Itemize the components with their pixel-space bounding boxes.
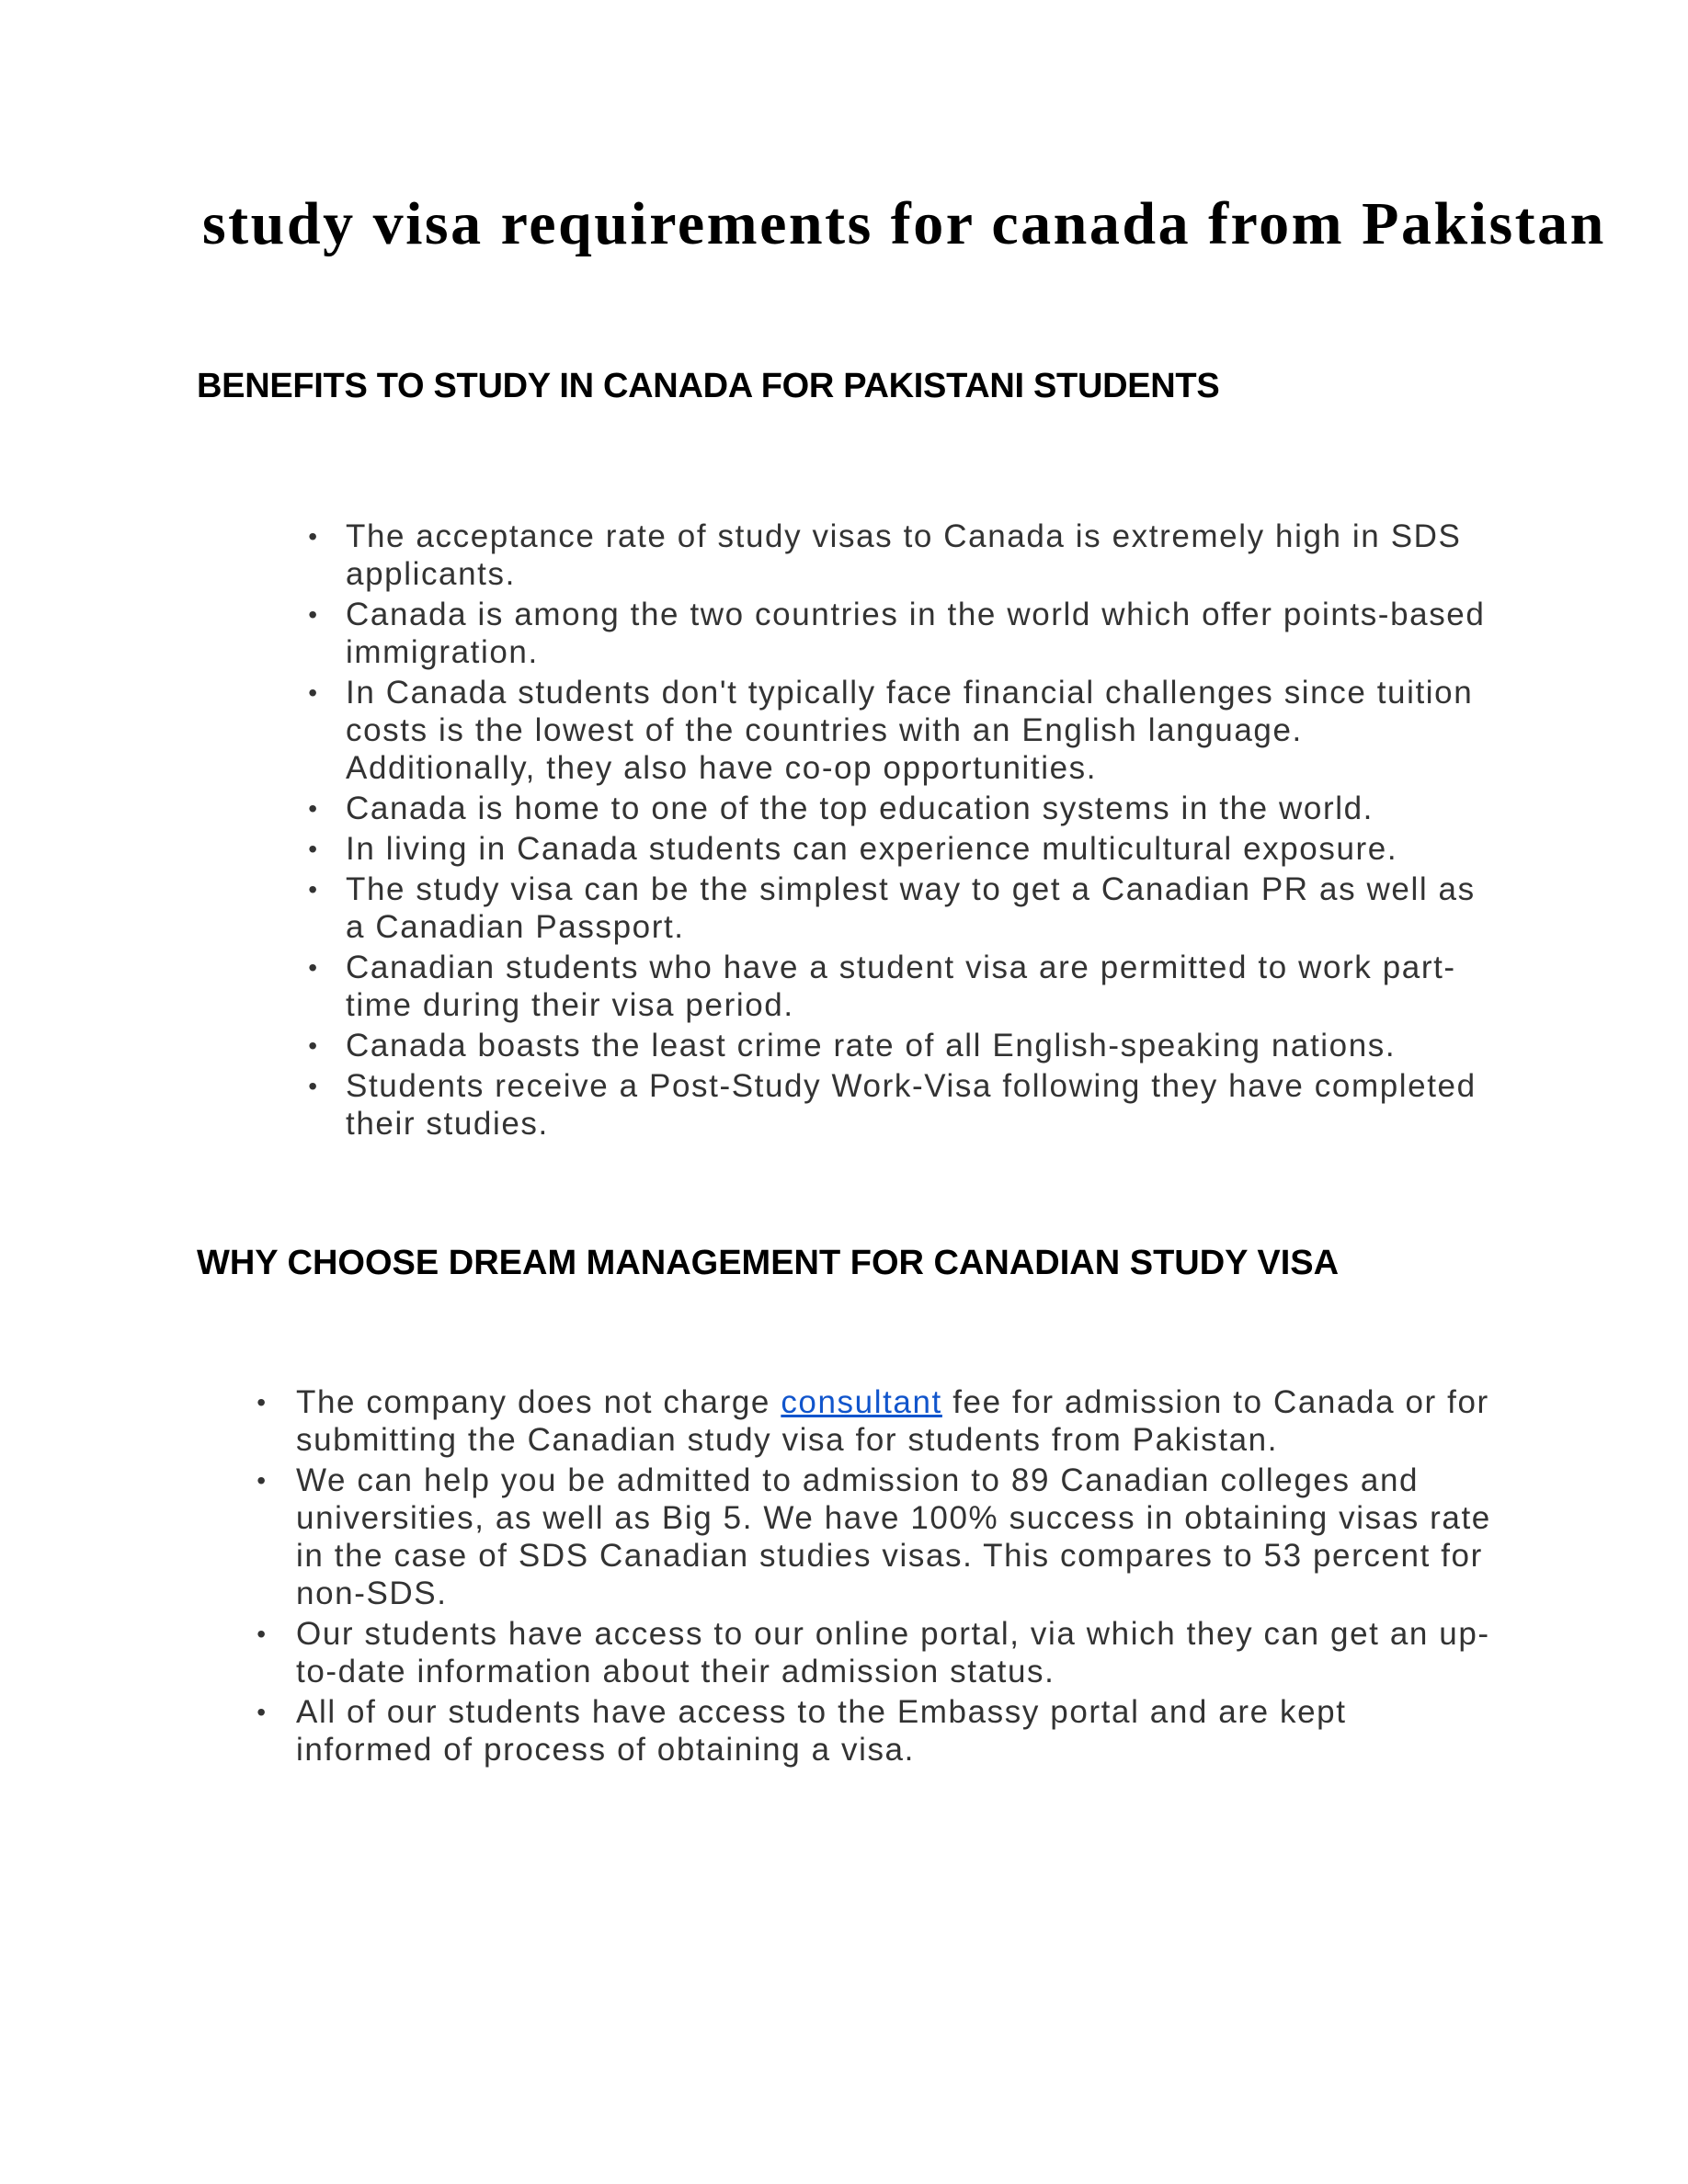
bullet-icon: •: [257, 1698, 268, 1726]
bullet-icon: •: [257, 1466, 268, 1495]
bullet-icon: •: [308, 678, 319, 707]
list-item-text: Canada boasts the least crime rate of all English-speaking nations.: [346, 1028, 1397, 1064]
list-item-text: Students receive a Post-Study Work-Visa following they have completed their studies.: [346, 1068, 1477, 1142]
list-item: [308, 1067, 1486, 1143]
list-item-text: The acceptance rate of study visas to Canada is extremely high in SDS applicants.: [346, 518, 1462, 592]
list-item: [308, 790, 1486, 827]
list-item: [308, 518, 1486, 593]
list-item-text: Canada is among the two countries in the world which offer points-based immigration.: [346, 597, 1486, 670]
list-item: [308, 596, 1486, 671]
bullet-icon: •: [308, 600, 319, 629]
bullet-icon: •: [308, 875, 319, 904]
bullet-icon: •: [308, 953, 319, 982]
list-item-text: All of our students have access to the Embassy portal and are kept informed of process of obtaining a visa.: [296, 1694, 1347, 1768]
list-item-text: Canadian students who have a student visa are permitted to work part-time during their visa period.: [346, 950, 1456, 1023]
bullet-icon: •: [257, 1388, 268, 1416]
list-item-text: Our students have access to our online portal, via which they can get an up-to-date information about their admission status.: [296, 1616, 1490, 1689]
bullet-icon: •: [308, 835, 319, 863]
list-item-text: We can help you be admitted to admission to 89 Canadian colleges and universities, as well as Big 5. We have 100% success in obtaining visas rate in the case of SDS Canadian studies visas. This compares to 53 percent for non-SDS.: [296, 1462, 1491, 1611]
section-heading-benefits: BENEFITS TO STUDY IN CANADA FOR PAKISTANI STUDENTS: [197, 367, 1220, 405]
why-choose-list: [257, 1383, 1491, 1771]
consultant-link[interactable]: consultant: [781, 1384, 942, 1420]
list-item: [308, 1027, 1486, 1064]
bullet-icon: •: [308, 522, 319, 551]
list-item: [257, 1462, 1491, 1612]
list-item-text: In Canada students don't typically face financial challenges since tuition costs is the lowest of the countries with an English language. Additionally, they also have co-op opportunities.: [346, 675, 1474, 786]
list-item-text-after-link: fee for admission to Canada or for submitting the Canadian study visa for students from Pakistan.: [296, 1384, 1489, 1458]
list-item-text: The study visa can be the simplest way to get a Canadian PR as well as a Canadian Passport.: [346, 871, 1476, 945]
list-item: [308, 870, 1486, 946]
section-heading-why-choose: WHY CHOOSE DREAM MANAGEMENT FOR CANADIAN STUDY VISA: [197, 1244, 1340, 1282]
document-title: study visa requirements for canada from Pakistan: [202, 190, 1606, 257]
list-item: [308, 949, 1486, 1024]
list-item: [257, 1693, 1491, 1769]
bullet-icon: •: [308, 794, 319, 823]
list-item-text: In living in Canada students can experience multicultural exposure.: [346, 831, 1398, 867]
bullet-icon: •: [308, 1072, 319, 1100]
list-item: [257, 1615, 1491, 1690]
bullet-icon: •: [257, 1620, 268, 1648]
bullet-icon: •: [308, 1031, 319, 1060]
list-item: [257, 1383, 1491, 1459]
list-item: [308, 674, 1486, 787]
list-item-text: Canada is home to one of the top education systems in the world.: [346, 791, 1374, 826]
benefits-list: [308, 518, 1486, 1145]
list-item: [308, 830, 1486, 868]
list-item-text-before-link: The company does not charge: [296, 1384, 781, 1420]
